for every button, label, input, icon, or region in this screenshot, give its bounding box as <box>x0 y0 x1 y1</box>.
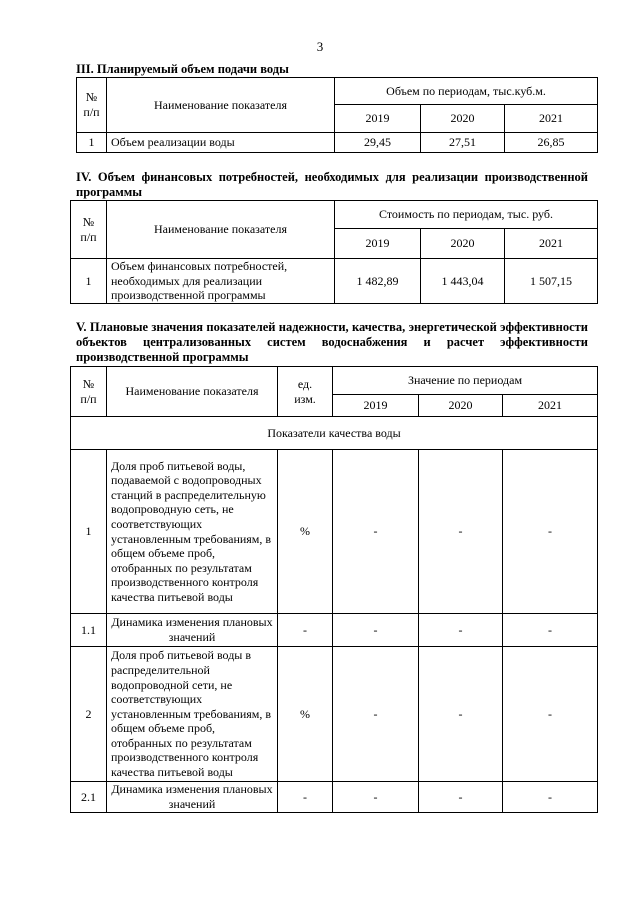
row-value: - <box>419 647 503 782</box>
year-header: 2019 <box>335 229 421 259</box>
row-value: - <box>419 614 503 647</box>
row-unit: - <box>278 782 333 813</box>
row-value: - <box>503 647 598 782</box>
row-unit: % <box>278 450 333 614</box>
row-name: Доля проб питьевой воды в распределительной водопроводной сети, не соответствующих установленным требованиям, в общем объеме проб, отобранных по результатам производственного контроля качества питьевой воды <box>107 647 278 782</box>
group-title: Показатели качества воды <box>71 417 598 450</box>
page-number: 3 <box>316 39 324 54</box>
group-row <box>71 417 598 450</box>
row-num: 1.1 <box>71 614 107 647</box>
table-row <box>71 259 598 304</box>
col-period-header: Стоимость по периодам, тыс. руб. <box>335 201 598 229</box>
row-value: 29,45 <box>335 133 421 153</box>
year-header: 2021 <box>505 105 598 133</box>
row-unit: % <box>278 647 333 782</box>
col-period-header: Значение по периодам <box>333 367 598 395</box>
row-value: 1 443,04 <box>421 259 505 304</box>
row-name: Динамика изменения плановых значений <box>107 614 278 647</box>
row-num: 1 <box>71 450 107 614</box>
section-3-table <box>76 77 598 153</box>
year-header: 2020 <box>421 229 505 259</box>
row-value: 1 482,89 <box>335 259 421 304</box>
row-name: Доля проб питьевой воды, подаваемой с водопроводных станций в распределительную водопроводную сеть, не соответствующих установленным требованиям, в общем объеме проб, отобранных по результатам производственного контроля качества питьевой воды <box>107 450 278 614</box>
year-header: 2020 <box>421 105 505 133</box>
row-unit: - <box>278 614 333 647</box>
row-value: - <box>333 614 419 647</box>
row-name: Объем финансовых потребностей, необходимых для реализации производственной программы <box>107 259 335 304</box>
section-4-title: IV. Объем финансовых потребностей, необходимых для реализации производственной программы <box>76 170 588 199</box>
section-4-table <box>70 200 598 304</box>
row-value: - <box>503 450 598 614</box>
year-header: 2021 <box>503 395 598 417</box>
row-num: 2.1 <box>71 782 107 813</box>
col-name-header: Наименование показателя <box>107 367 278 417</box>
table-row <box>71 782 598 813</box>
year-header: 2019 <box>335 105 421 133</box>
row-value: - <box>333 450 419 614</box>
col-num-header: № п/п <box>71 201 107 259</box>
row-num: 1 <box>71 259 107 304</box>
col-unit-header: ед. изм. <box>278 367 333 417</box>
col-name-header: Наименование показателя <box>107 201 335 259</box>
row-num: 2 <box>71 647 107 782</box>
table-row <box>71 647 598 782</box>
col-num-header: № п/п <box>71 367 107 417</box>
section-5-table <box>70 366 598 813</box>
row-value: - <box>333 647 419 782</box>
year-header: 2019 <box>333 395 419 417</box>
row-value: - <box>419 450 503 614</box>
table-row <box>71 614 598 647</box>
row-name: Динамика изменения плановых значений <box>107 782 278 813</box>
table-row <box>71 450 598 614</box>
row-value: - <box>419 782 503 813</box>
section-5-title: V. Плановые значения показателей надежности, качества, энергетической эффективности объектов централизованных систем водоснабжения и расчет эффективности производственной программы <box>76 320 588 364</box>
row-value: 27,51 <box>421 133 505 153</box>
section-3-title: III. Планируемый объем подачи воды <box>76 62 289 76</box>
year-header: 2021 <box>505 229 598 259</box>
col-name-header: Наименование показателя <box>107 78 335 133</box>
row-value: - <box>503 614 598 647</box>
row-value: - <box>503 782 598 813</box>
table-row <box>77 133 598 153</box>
row-name: Объем реализации воды <box>107 133 335 153</box>
row-value: - <box>333 782 419 813</box>
row-num: 1 <box>77 133 107 153</box>
col-period-header: Объем по периодам, тыс.куб.м. <box>335 78 598 105</box>
row-value: 26,85 <box>505 133 598 153</box>
year-header: 2020 <box>419 395 503 417</box>
row-value: 1 507,15 <box>505 259 598 304</box>
col-num-header: № п/п <box>77 78 107 133</box>
